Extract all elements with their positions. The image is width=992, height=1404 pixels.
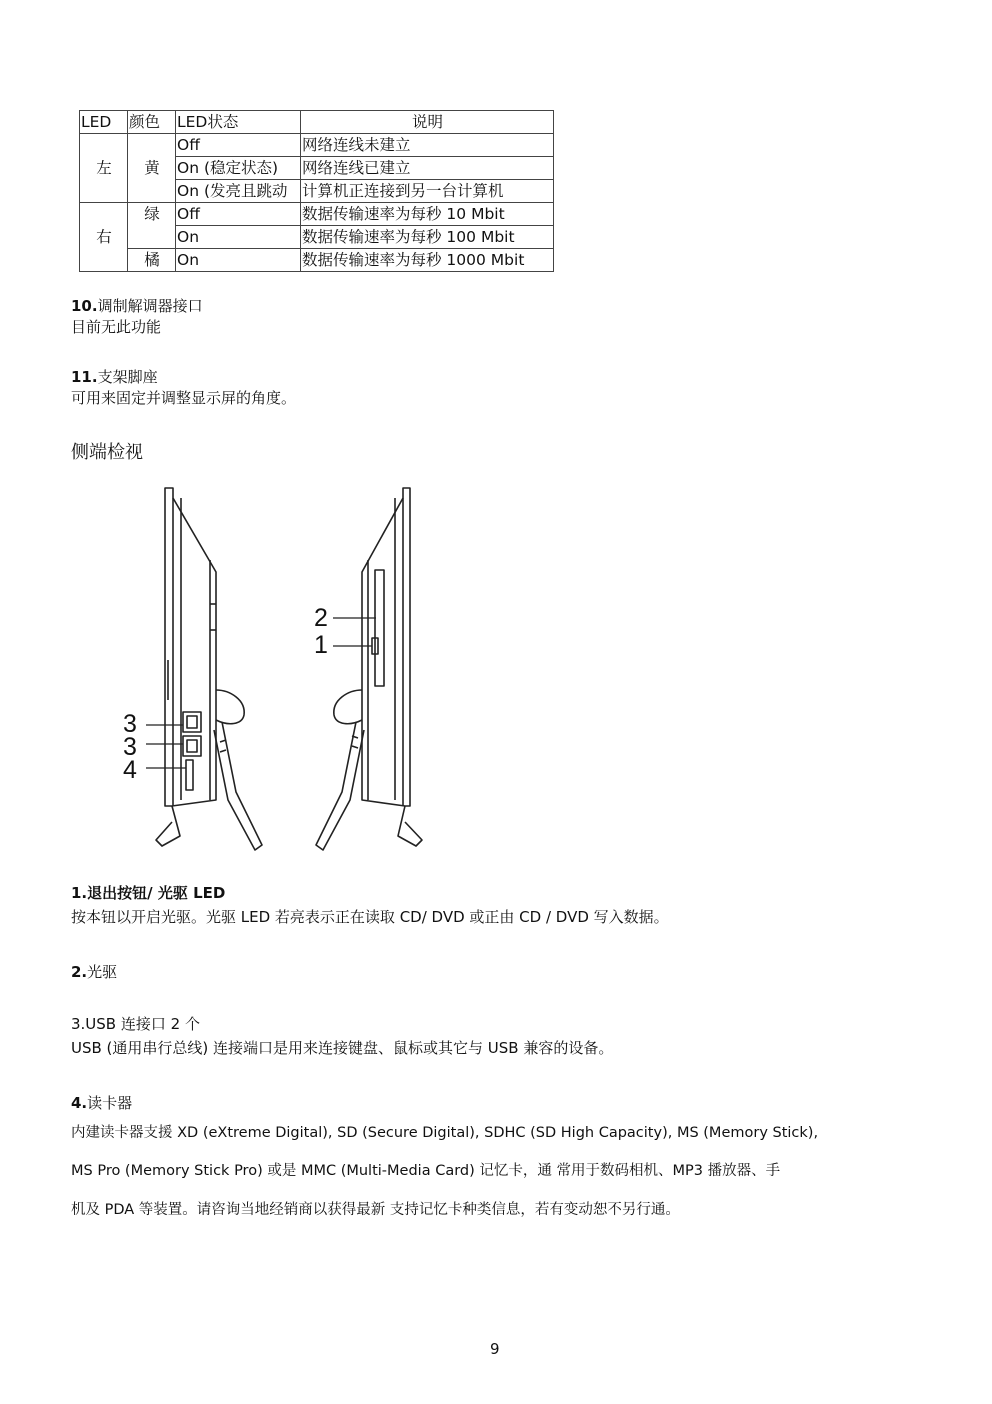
- left-side-view-drawing: [156, 488, 262, 850]
- color-cell: 黄: [128, 134, 176, 203]
- table-header-cell: LED状态: [176, 111, 301, 134]
- item-2-heading: [71, 961, 117, 982]
- state-cell: On: [176, 249, 301, 272]
- item-4-body-line: 内建读卡器支援 XD (eXtreme Digital), SD (Secure Digital), SDHC (SD High Capacity), MS (Memory Stick),: [71, 1125, 819, 1141]
- section-title: 调制解调器接口: [97, 297, 203, 315]
- desc-cell: 网络连线已建立: [301, 157, 554, 180]
- table-header-cell: 颜色: [128, 111, 176, 134]
- callout-label: 4: [123, 756, 137, 784]
- item-title: 光驱: [87, 963, 118, 981]
- callout-label: 2: [314, 604, 328, 632]
- table-header-cell: 说明: [301, 111, 554, 134]
- state-cell: Off: [176, 203, 301, 226]
- desc-cell: 数据传输速率为每秒 1000 Mbit: [301, 249, 554, 272]
- right-side-view-drawing: [316, 488, 422, 850]
- item-number: 1.: [71, 884, 88, 902]
- item-4-heading: [71, 1092, 132, 1113]
- table-header-cell: LED: [80, 111, 128, 134]
- item-4-body-line: MS Pro (Memory Stick Pro) 或是 MMC (Multi-Media Card) 记忆卡，通 常用于数码相机、MP3 播放器、手: [71, 1163, 781, 1179]
- page-number: 9: [490, 1340, 500, 1358]
- section-10-body: 目前无此功能: [71, 318, 162, 336]
- desc-cell: 网络连线未建立: [301, 134, 554, 157]
- state-cell: On (稳定状态): [176, 157, 301, 180]
- item-1-body: 按本钮以开启光驱。光驱 LED 若亮表示正在读取 CD/ DVD 或正由 CD / DVD 写入数据。: [71, 908, 669, 926]
- section-number: 11.: [71, 368, 98, 386]
- item-1-heading: [71, 882, 225, 903]
- section-title: 支架脚座: [97, 368, 158, 386]
- callout-label: 3: [123, 733, 137, 761]
- item-number: 2.: [71, 963, 88, 981]
- state-cell: On (发亮且跳动: [176, 180, 301, 203]
- desc-cell: 数据传输速率为每秒 10 Mbit: [301, 203, 554, 226]
- color-cell: 绿: [128, 203, 176, 226]
- state-cell: Off: [176, 134, 301, 157]
- item-4-body-line: 机及 PDA 等装置。请咨询当地经销商以获得最新 支持记忆卡种类信息，若有变动恕不另行通。: [71, 1202, 680, 1218]
- desc-cell: 数据传输速率为每秒 100 Mbit: [301, 226, 554, 249]
- side-view-title: 侧端检视: [71, 442, 143, 463]
- state-cell: On: [176, 226, 301, 249]
- item-3-body: USB (通用串行总线) 连接端口是用来连接键盘、鼠标或其它与 USB 兼容的设备。: [71, 1039, 614, 1057]
- color-cell: 橘: [128, 249, 176, 272]
- callout-label: 1: [314, 631, 328, 659]
- section-number: 10.: [71, 297, 98, 315]
- callout-label: 3: [123, 710, 137, 738]
- led-cell: 右: [80, 203, 128, 272]
- led-cell: 左: [80, 134, 128, 203]
- item-title: 读卡器: [87, 1094, 133, 1112]
- desc-cell: 计算机正连接到另一台计算机: [301, 180, 554, 203]
- item-number: 4.: [71, 1094, 88, 1112]
- item-title: 退出按钮/ 光驱 LED: [87, 884, 226, 902]
- section-11-body: 可用来固定并调整显示屏的角度。: [71, 389, 297, 407]
- item-3-heading: 3.USB 连接口 2 个: [71, 1015, 200, 1033]
